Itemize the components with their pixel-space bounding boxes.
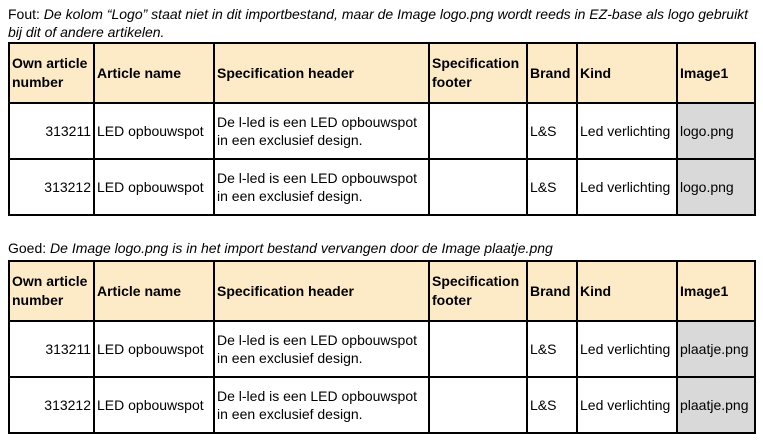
cell-kind: Led verlichting [577, 159, 677, 215]
cell-brand: L&S [527, 159, 577, 215]
correct-note [8, 239, 758, 257]
cell-article-name: LED opbouwspot [94, 103, 214, 159]
cell-brand: L&S [527, 377, 577, 433]
import-table-wrong [8, 42, 756, 216]
cell-article-name: LED opbouwspot [94, 321, 214, 377]
header-article-name: Article name [94, 261, 214, 321]
table-row [9, 377, 755, 433]
cell-specification-header: De l-led is een LED opbouwspot in een exclusief design. [214, 377, 429, 433]
cell-kind: Led verlichting [577, 321, 677, 377]
cell-specification-header: De l-led is een LED opbouwspot in een exclusief design. [214, 103, 429, 159]
cell-own-article-number: 313212 [9, 377, 94, 433]
cell-specification-footer [429, 103, 527, 159]
error-note-prefix: Fout: [8, 6, 44, 22]
header-image1: Image1 [677, 43, 755, 103]
cell-own-article-number: 313211 [9, 103, 94, 159]
error-note-text: De kolom “Logo” staat niet in dit importbestand, maar de Image logo.png wordt reeds in EZ-base als logo gebruikt bij dit of andere artikelen. [8, 6, 749, 40]
cell-specification-header: De l-led is een LED opbouwspot in een exclusief design. [214, 321, 429, 377]
cell-specification-footer [429, 159, 527, 215]
header-kind: Kind [577, 261, 677, 321]
header-own-article-number: Own article number [9, 261, 94, 321]
correct-note-text: De Image logo.png is in het import bestand vervangen door de Image plaatje.png [50, 240, 553, 256]
cell-image1: logo.png [677, 103, 755, 159]
header-kind: Kind [577, 43, 677, 103]
table-row [9, 321, 755, 377]
cell-image1: plaatje.png [677, 321, 755, 377]
correct-note-prefix: Goed: [8, 240, 51, 256]
cell-specification-header: De l-led is een LED opbouwspot in een exclusief design. [214, 159, 429, 215]
error-note [8, 5, 758, 41]
cell-specification-footer [429, 321, 527, 377]
cell-kind: Led verlichting [577, 103, 677, 159]
header-specification-footer: Specification footer [429, 261, 527, 321]
cell-article-name: LED opbouwspot [94, 159, 214, 215]
cell-image1: plaatje.png [677, 377, 755, 433]
import-table-correct [8, 260, 756, 434]
cell-brand: L&S [527, 321, 577, 377]
header-specification-footer: Specification footer [429, 43, 527, 103]
cell-kind: Led verlichting [577, 377, 677, 433]
header-specification-header: Specification header [214, 261, 429, 321]
table-row [9, 159, 755, 215]
header-brand: Brand [527, 43, 577, 103]
table-header-row [9, 261, 755, 321]
cell-image1: logo.png [677, 159, 755, 215]
header-brand: Brand [527, 261, 577, 321]
cell-own-article-number: 313212 [9, 159, 94, 215]
table-row [9, 103, 755, 159]
cell-article-name: LED opbouwspot [94, 377, 214, 433]
table-header-row [9, 43, 755, 103]
header-own-article-number: Own article number [9, 43, 94, 103]
cell-specification-footer [429, 377, 527, 433]
cell-own-article-number: 313211 [9, 321, 94, 377]
header-image1: Image1 [677, 261, 755, 321]
cell-brand: L&S [527, 103, 577, 159]
header-specification-header: Specification header [214, 43, 429, 103]
header-article-name: Article name [94, 43, 214, 103]
